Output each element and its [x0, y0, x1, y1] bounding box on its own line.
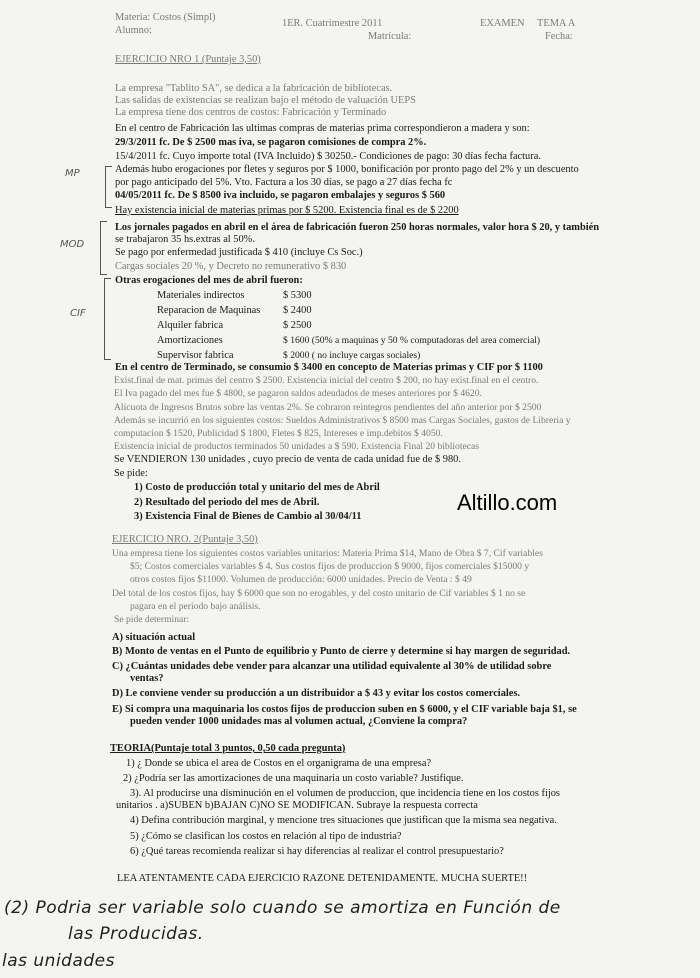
teoria-question: 6) ¿Qué tareas recomienda realizar si hay diferencias al realizar el control presupuestario?: [130, 846, 504, 857]
closing-note: LEA ATENTAMENTE CADA EJERCICIO RAZONE DETENIDAMENTE. MUCHA SUERTE!!: [117, 873, 528, 884]
ej2-question: ventas?: [130, 673, 164, 684]
ej1-line: se trabajaron 35 hs.extras al 50%.: [115, 234, 255, 245]
watermark: Altillo.com: [457, 490, 558, 515]
ej1-line: 04/05/2011 fc. De $ 8500 iva incluido, se pagaron embalajes y seguros $ 560: [115, 190, 446, 201]
ej1-terminado-line: Existencia inicial de productos terminados 50 unidades a $ 590. Existencia Final 20 bibliotecas: [114, 441, 480, 453]
mp-bracket: [105, 166, 112, 208]
ej1-line: Se pago por enfermedad justificada $ 410 (incluye Cs Soc.): [115, 247, 363, 258]
ej2-line: Del total de los costos fijos, hay $ 6000 que son no erogables, y del costo unitario de Cif variables $ 1 no se: [112, 587, 526, 599]
margin-note-mod: MOD: [60, 239, 85, 250]
ej2-question: A) situación actual: [112, 632, 196, 643]
erogacion-name: Materiales indirectos: [157, 290, 245, 301]
header-code: EXAMEN: [480, 18, 525, 29]
ej1-title: EJERCICIO NRO 1 (Puntaje 3,50): [115, 54, 261, 65]
ej1-terminado-line: Alícuota de Ingresos Brutos sobre las ventas 2%. Se cobraron reintegros pendientes del año anterior por $ 2500: [114, 401, 542, 413]
header-tema: TEMA A: [537, 18, 576, 29]
ej1-line: 15/4/2011 fc. Cuyo importe total (IVA Incluido) $ 30250.- Condiciones de pago: 30 días fecha factura.: [115, 151, 541, 162]
handwritten-line-3: las unidades: [2, 951, 115, 971]
ej1-question: 3) Existencia Final de Bienes de Cambio al 30/04/11: [134, 511, 362, 522]
ej1-line: por pago anticipado del 5%. Vto. Factura a los 30 días, se pago a 27 días fecha fc: [115, 177, 453, 188]
handwritten-line-2: las Producidas.: [68, 924, 204, 944]
cif-bracket: [104, 278, 111, 360]
ej1-line: La empresa tiene dos centros de costos: Fabricación y Terminado: [115, 107, 387, 118]
ej2-title: EJERCICIO NRO. 2(Puntaje 3,50): [112, 534, 258, 545]
ej2-line: otros costos fijos $11000. Volumen de producción: 6000 unidades. Precio de Venta : $ 49: [130, 574, 472, 586]
ej1-line: Cargas sociales 20 %, y Decreto no remunerativo $ 830: [115, 261, 347, 272]
teoria-question: 2) ¿Podría ser las amortizaciones de una maquinaria un costo variable? Justifique.: [123, 773, 464, 784]
header-student: Alumno:: [115, 25, 152, 36]
teoria-question: 1) ¿ Donde se ubica el area de Costos en el organigrama de una empresa?: [126, 758, 432, 769]
ej2-question: E) Si compra una maquinaria los costos fijos de produccion suben en $ 6000, y el CIF variable baja $1, se: [112, 704, 577, 715]
ej2-line: Se pide determinar:: [114, 614, 190, 625]
header-subject: Materia: Costos (Simpl): [115, 12, 216, 23]
mod-bracket: [100, 221, 107, 275]
handwritten-line-1: (2) Podria ser variable solo cuando se amortiza en Función de: [4, 898, 561, 918]
ej1-terminado-line: computacion $ 1520, Publicidad $ 1800, Fletes $ 825, Intereses e imp.debitos $ 4050.: [114, 428, 443, 439]
ej1-question: 2) Resultado del periodo del mes de Abril.: [134, 496, 320, 508]
margin-note-mp: MP: [65, 168, 80, 179]
teoria-question: 4) Defina contribución marginal, y mencione tres situaciones que justifican que la misma sea negativa.: [130, 815, 557, 826]
ej2-question: B) Monto de ventas en el Punto de equilibrio y Punto de cierre y determine si hay margen de seguridad.: [112, 646, 571, 657]
ej2-line: $5; Costos comerciales variables $ 4. Sus costos fijos de produccion $ 9000, fijos comerciales $15000 y: [130, 561, 530, 573]
erogacion-value: $ 2500: [283, 320, 312, 331]
header-fecha: Fecha:: [545, 31, 573, 42]
ej1-line: Además hubo erogaciones por fletes y seguros por $ 1000, bonificación por pronto pago del 2% y un descuento: [115, 164, 579, 175]
erogacion-value: $ 5300: [283, 290, 312, 301]
ej1-terminado-line: Exist.final de mat. primas del centro $ 2500. Existencia inicial del centro $ 200, no hay exist.final en el centro.: [114, 375, 539, 387]
ej1-line: Hay existencia inicial de materias primas por $ 5200. Existencia final es de $ 2200: [115, 205, 459, 216]
erogacion-value: $ 2000 ( no incluye cargas sociales): [283, 350, 421, 361]
teoria-question: 5) ¿Cómo se clasifican los costos en relación al tipo de industria?: [130, 831, 402, 842]
ej2-line: pagara en el periodo bajo análisis.: [130, 600, 261, 612]
ej1-terminado-line: Se pide:: [114, 467, 148, 479]
ej1-line: La empresa "Tablito SA", se dedica a la fabricación de bibliotecas.: [115, 83, 393, 94]
erogacion-name: Reparacion de Maquinas: [157, 305, 261, 316]
header-period: 1ER. Cuatrimestre 2011: [282, 18, 383, 29]
erogacion-name: Amortizaciones: [157, 335, 223, 346]
ej1-terminado-line: En el centro de Terminado, se consumio $ 3400 en concepto de Materias primas y CIF por $ 1100: [115, 362, 543, 373]
ej2-question: pueden vender 1000 unidades mas al volumen actual, ¿Conviene la compra?: [130, 716, 468, 727]
ej1-line: En el centro de Fabricación las ultimas compras de materias prima correspondieron a madera y son:: [115, 123, 530, 134]
ej1-line: Los jornales pagados en abril en el área de fabricación fueron 250 horas normales, valor hora $ 20, y también: [115, 222, 600, 233]
teoria-title: TEORIA(Puntaje total 3 puntos, 0,50 cada pregunta): [110, 743, 346, 754]
ej2-question: D) Le conviene vender su producción a un distribuidor a $ 43 y evitar los costos comerciales.: [112, 688, 521, 699]
teoria-question: unitarios . a)SUBEN b)BAJAN C)NO SE MODIFICAN. Subraye la respuesta correcta: [116, 800, 478, 811]
ej2-question: C) ¿Cuántas unidades debe vender para alcanzar una utilidad equivalente al 30% de utilidad sobre: [112, 661, 552, 672]
ej2-line: Una empresa tiene los siguientes costos variables unitarios: Materia Prima $14, Mano de Obra $ 7, Cif variables: [112, 548, 543, 559]
margin-note-cif: CIF: [70, 308, 86, 319]
ej1-terminado-line: Además se incurrió en los siguientes costos: Sueldos Administrativos $ 8500 mas Cargas Sociales, gastos de Libreria y: [114, 414, 571, 426]
erogacion-value: $ 2400: [283, 305, 312, 316]
ej1-line: Otras erogaciones del mes de abril fueron:: [115, 275, 303, 286]
ej1-line: Las salidas de existencias se realizan bajo el método de valuación UEPS: [115, 95, 416, 106]
erogacion-value: $ 1600 (50% a maquinas y 50 % computadoras del area comercial): [283, 335, 541, 346]
erogacion-name: Supervisor fabrica: [157, 350, 234, 361]
teoria-question: 3). Al producirse una disminución en el volumen de produccion, que incidencia tiene en los costos fijos: [130, 788, 560, 799]
ej1-terminado-line: El Iva pagado del mes fue $ 4800, se pagaron saldos adeudados de meses anteriores por $ 4620.: [114, 388, 482, 400]
ej1-line: 29/3/2011 fc. De $ 2500 mas iva, se pagaron comisiones de compra 2%.: [115, 137, 427, 148]
ej1-question: 1) Costo de producción total y unitario del mes de Abril: [134, 482, 380, 493]
ej1-terminado-line: Se VENDIERON 130 unidades , cuyo precio de venta de cada unidad fue de $ 980.: [114, 454, 461, 466]
header-matricula: Matrícula:: [368, 31, 412, 42]
erogacion-name: Alquiler fabrica: [157, 320, 224, 331]
